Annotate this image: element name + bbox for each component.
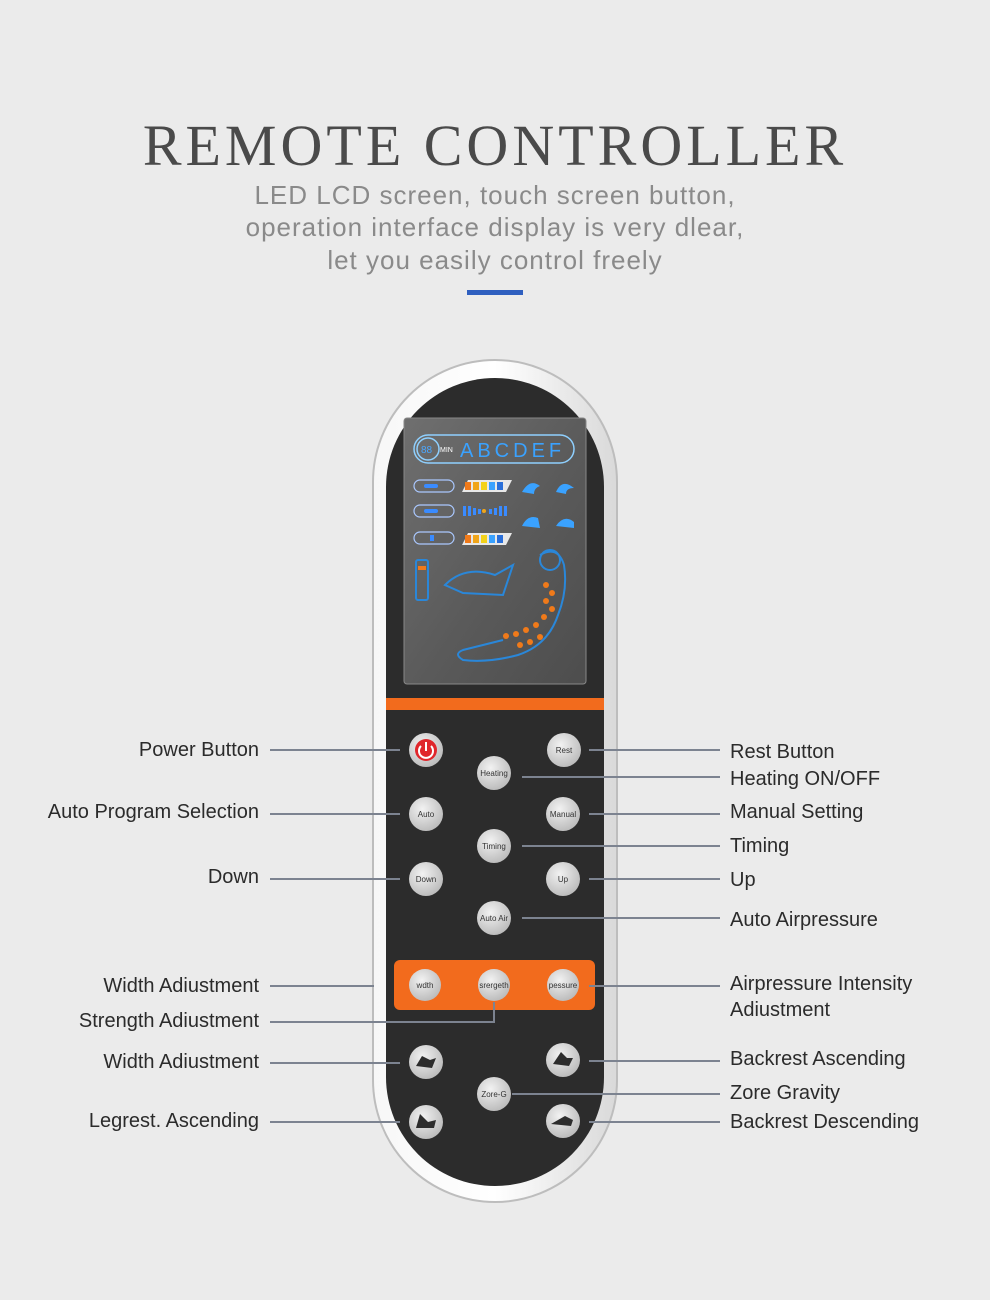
svg-text:srergeth: srergeth (479, 981, 509, 990)
callout-line-power (270, 749, 400, 751)
label-legrest-ascending: Legrest. Ascending (88, 1110, 259, 1132)
callout-line-width (270, 985, 374, 987)
callout-line-down (270, 878, 400, 880)
down-button[interactable] (409, 862, 443, 896)
callout-line-zero-gravity (512, 1093, 720, 1095)
heating-button[interactable] (477, 756, 511, 790)
svg-text:Auto: Auto (417, 810, 435, 819)
auto-air-button[interactable] (477, 901, 511, 935)
up-button[interactable] (546, 862, 580, 896)
callout-line-heating (522, 776, 720, 778)
label-width-adjustment-2: Width Adiustment (103, 1051, 259, 1073)
width-button[interactable] (409, 969, 441, 1001)
svg-text:pessure: pessure (548, 981, 578, 990)
label-manual-setting: Manual Setting (730, 801, 864, 823)
callout-line-backrest-up (589, 1060, 720, 1062)
label-air-intensity-2: Adiustment (730, 999, 831, 1021)
svg-text:Heating: Heating (480, 769, 508, 778)
subtitle-line-1: LED LCD screen, touch screen button, (254, 180, 736, 210)
orange-divider (386, 698, 604, 710)
label-zero-gravity: Zore Gravity (730, 1082, 841, 1104)
callout-line-auto (270, 813, 400, 815)
label-rest-button: Rest Button (730, 741, 835, 763)
backrest-ascending-button[interactable] (546, 1043, 580, 1077)
svg-text:Auto Air: Auto Air (479, 914, 509, 923)
program-letters: ABCDEF (460, 440, 566, 462)
label-auto-program: Auto Program Selection (47, 801, 259, 823)
label-down: Down (207, 866, 259, 888)
timer-digits: 88 (421, 445, 433, 456)
backrest-descending-button[interactable] (546, 1104, 580, 1138)
manual-button[interactable] (546, 797, 580, 831)
label-backrest-descending: Backrest Descending (730, 1111, 919, 1133)
pressure-button[interactable] (547, 969, 579, 1001)
callout-line-manual (589, 813, 720, 815)
callout-line-width2 (270, 1062, 400, 1064)
callout-line-backrest-down (589, 1121, 720, 1123)
power-button[interactable] (409, 733, 443, 767)
svg-text:Timing: Timing (482, 842, 506, 851)
label-backrest-ascending: Backrest Ascending (730, 1048, 906, 1070)
subtitle-line-2: operation interface display is very dlear, (245, 212, 745, 242)
auto-button[interactable] (409, 797, 443, 831)
timing-button[interactable] (477, 829, 511, 863)
callout-line-timing (522, 845, 720, 847)
label-air-intensity-1: Airpressure Intensity (730, 973, 913, 995)
label-auto-airpressure: Auto Airpressure (730, 909, 878, 931)
legrest-ascending-button[interactable] (409, 1045, 443, 1079)
label-heating: Heating ON/OFF (730, 768, 881, 790)
callout-line-rest (589, 749, 720, 751)
rest-button[interactable] (547, 733, 581, 767)
page-title: REMOTE CONTROLLER (142, 113, 848, 178)
callout-line-legrest (270, 1121, 400, 1123)
label-width-adjustment: Width Adiustment (103, 975, 259, 997)
label-strength-adjustment: Strength Adiustment (78, 1010, 259, 1032)
callout-line-auto-air (522, 917, 720, 919)
svg-text:Rest: Rest (555, 746, 573, 755)
strength-button[interactable] (478, 969, 510, 1001)
label-timing: Timing (730, 835, 790, 857)
legrest-descending-button[interactable] (409, 1105, 443, 1139)
svg-text:Zore-G: Zore-G (481, 1090, 507, 1099)
label-power-button: Power Button (138, 739, 259, 761)
subtitle-line-3: let you easily control freely (327, 245, 663, 275)
label-up: Up (730, 869, 756, 891)
svg-text:Down: Down (415, 875, 437, 884)
zero-gravity-button[interactable] (477, 1077, 511, 1111)
callout-line-up (589, 878, 720, 880)
svg-text:wdth: wdth (416, 981, 434, 990)
svg-text:Up: Up (557, 875, 569, 884)
callout-line-strength-vertical (493, 1002, 495, 1023)
callout-line-air-intensity (589, 985, 720, 987)
timer-unit: MIN (440, 447, 453, 454)
svg-text:Manual: Manual (549, 810, 577, 819)
callout-line-strength (270, 1021, 495, 1023)
